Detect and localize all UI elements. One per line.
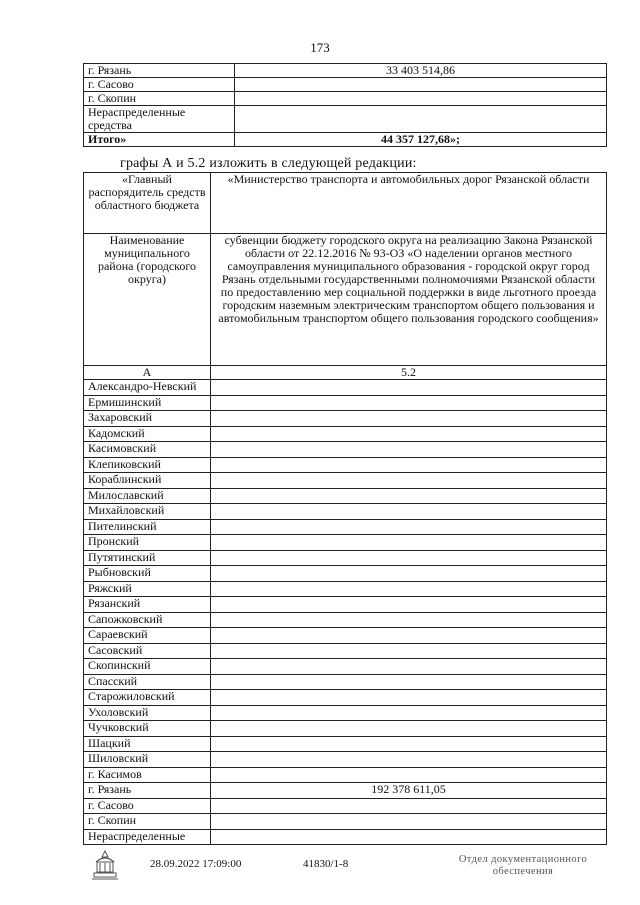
table1-row-value: 44 357 127,68»; — [235, 133, 607, 147]
municipality-name: Михайловский — [84, 504, 211, 520]
municipality-amount — [211, 690, 607, 706]
table2-row — [84, 612, 607, 628]
municipality-amount — [211, 674, 607, 690]
municipality-name: Шиловский — [84, 752, 211, 768]
budget-table-main — [83, 172, 607, 845]
table2-row — [84, 597, 607, 613]
footer-date: 28.09.2022 17:09:00 — [150, 858, 242, 870]
table1-row — [84, 92, 607, 106]
municipality-amount — [211, 442, 607, 458]
table1-row-value — [235, 78, 607, 92]
municipality-name: Шацкий — [84, 736, 211, 752]
municipality-name: Кораблинский — [84, 473, 211, 489]
municipality-name: Рязанский — [84, 597, 211, 613]
header-distributor-value: «Министерство транспорта и автомобильных дорог Рязанской области — [211, 173, 607, 234]
municipality-amount — [211, 411, 607, 427]
municipality-name: г. Рязань — [84, 783, 211, 799]
municipality-amount — [211, 705, 607, 721]
municipality-name: Захаровский — [84, 411, 211, 427]
table2-row — [84, 473, 607, 489]
table2-row — [84, 721, 607, 737]
table1-row-label: Нераспределенные средства — [84, 106, 235, 133]
table1-row-value: 33 403 514,86 — [235, 64, 607, 78]
municipality-amount — [211, 659, 607, 675]
page-number: 173 — [310, 40, 330, 55]
table2-row — [84, 426, 607, 442]
municipality-name: Ряжский — [84, 581, 211, 597]
table2-row — [84, 752, 607, 768]
table1-row-label: Итого» — [84, 133, 235, 147]
municipality-name: Скопинский — [84, 659, 211, 675]
column-index-left: А — [84, 366, 211, 380]
table2-row — [84, 519, 607, 535]
municipality-amount — [211, 736, 607, 752]
table1-row — [84, 133, 607, 147]
municipality-name: Спасский — [84, 674, 211, 690]
table1-row — [84, 106, 607, 133]
table2-row — [84, 535, 607, 551]
emblem-icon — [88, 848, 122, 882]
table2-row — [84, 628, 607, 644]
municipality-amount — [211, 566, 607, 582]
column-index-right: 5.2 — [211, 366, 607, 380]
table2-row — [84, 736, 607, 752]
municipality-amount — [211, 581, 607, 597]
table2-row — [84, 411, 607, 427]
municipality-amount: 192 378 611,05 — [211, 783, 607, 799]
municipality-name: г. Касимов — [84, 767, 211, 783]
municipality-name: Нераспределенные — [84, 829, 211, 845]
table2-row — [84, 643, 607, 659]
municipality-amount — [211, 519, 607, 535]
municipality-name: Касимовский — [84, 442, 211, 458]
table2-row — [84, 798, 607, 814]
table2-row — [84, 504, 607, 520]
municipality-amount — [211, 426, 607, 442]
table2-row — [84, 814, 607, 830]
municipality-amount — [211, 504, 607, 520]
municipality-amount — [211, 597, 607, 613]
municipality-name: г. Сасово — [84, 798, 211, 814]
header-distributor-label: «Главный распорядитель средств областного бюджета — [84, 173, 211, 234]
municipality-amount — [211, 829, 607, 845]
municipality-name: Старожиловский — [84, 690, 211, 706]
municipality-name: Милославский — [84, 488, 211, 504]
table2-row — [84, 566, 607, 582]
table1-row-label: г. Сасово — [84, 78, 235, 92]
municipality-amount — [211, 628, 607, 644]
municipality-name: Ермишинский — [84, 395, 211, 411]
municipality-name: Пронский — [84, 535, 211, 551]
header-row-distributor — [84, 173, 607, 234]
instruction-text: графы А и 5.2 изложить в следующей редакции: — [120, 156, 417, 171]
table2-row — [84, 829, 607, 845]
table2-row — [84, 380, 607, 396]
municipality-amount — [211, 550, 607, 566]
municipality-amount — [211, 798, 607, 814]
municipality-name: Сапожковский — [84, 612, 211, 628]
header-municipality-label: Наименование муниципального района (городского округа) — [84, 234, 211, 366]
footer-doc-number: 41830/1-8 — [303, 858, 349, 870]
table1-row-label: г. Скопин — [84, 92, 235, 106]
municipality-amount — [211, 612, 607, 628]
column-index-row — [84, 366, 607, 380]
municipality-name: Чучковский — [84, 721, 211, 737]
table1-row — [84, 78, 607, 92]
municipality-name: Рыбновский — [84, 566, 211, 582]
municipality-amount — [211, 752, 607, 768]
header-subvention-description: субвенции бюджету городского округа на реализацию Закона Рязанской области от 22.12.2016 № 93-ОЗ «О наделении органов местного самоуправления муниципального образования - городской округ город Рязань отдельными государственными полномочиями Рязанской области по предоставлению мер социальной поддержки в виде льготного проезда городским наземным электрическим транспортом общего пользования и автомобильным транспортом общего пользования городского сообщения» — [211, 234, 607, 366]
table2-row — [84, 581, 607, 597]
municipality-amount — [211, 395, 607, 411]
budget-table-top — [83, 63, 607, 147]
municipality-name: Клепиковский — [84, 457, 211, 473]
table2-row — [84, 488, 607, 504]
municipality-amount — [211, 380, 607, 396]
municipality-name: Кадомский — [84, 426, 211, 442]
table2-row — [84, 767, 607, 783]
municipality-amount — [211, 535, 607, 551]
municipality-name: г. Скопин — [84, 814, 211, 830]
header-row-municipality — [84, 234, 607, 366]
table2-row — [84, 705, 607, 721]
table1-row-value — [235, 92, 607, 106]
municipality-amount — [211, 473, 607, 489]
municipality-name: Александро-Невский — [84, 380, 211, 396]
table2-row — [84, 659, 607, 675]
municipality-name: Сасовский — [84, 643, 211, 659]
table2-row — [84, 442, 607, 458]
municipality-name: Сараевский — [84, 628, 211, 644]
table2-row — [84, 690, 607, 706]
table2-row — [84, 674, 607, 690]
municipality-amount — [211, 643, 607, 659]
municipality-amount — [211, 814, 607, 830]
municipality-amount — [211, 767, 607, 783]
municipality-amount — [211, 721, 607, 737]
municipality-name: Ухоловский — [84, 705, 211, 721]
table2-row — [84, 457, 607, 473]
table2-row — [84, 395, 607, 411]
municipality-name: Пителинский — [84, 519, 211, 535]
table1-row — [84, 64, 607, 78]
table1-row-label: г. Рязань — [84, 64, 235, 78]
table1-row-value — [235, 106, 607, 133]
municipality-name: Путятинский — [84, 550, 211, 566]
table2-row — [84, 550, 607, 566]
municipality-amount — [211, 488, 607, 504]
footer-department: Отдел документационного обеспечения — [458, 854, 588, 877]
municipality-amount — [211, 457, 607, 473]
table2-row — [84, 783, 607, 799]
